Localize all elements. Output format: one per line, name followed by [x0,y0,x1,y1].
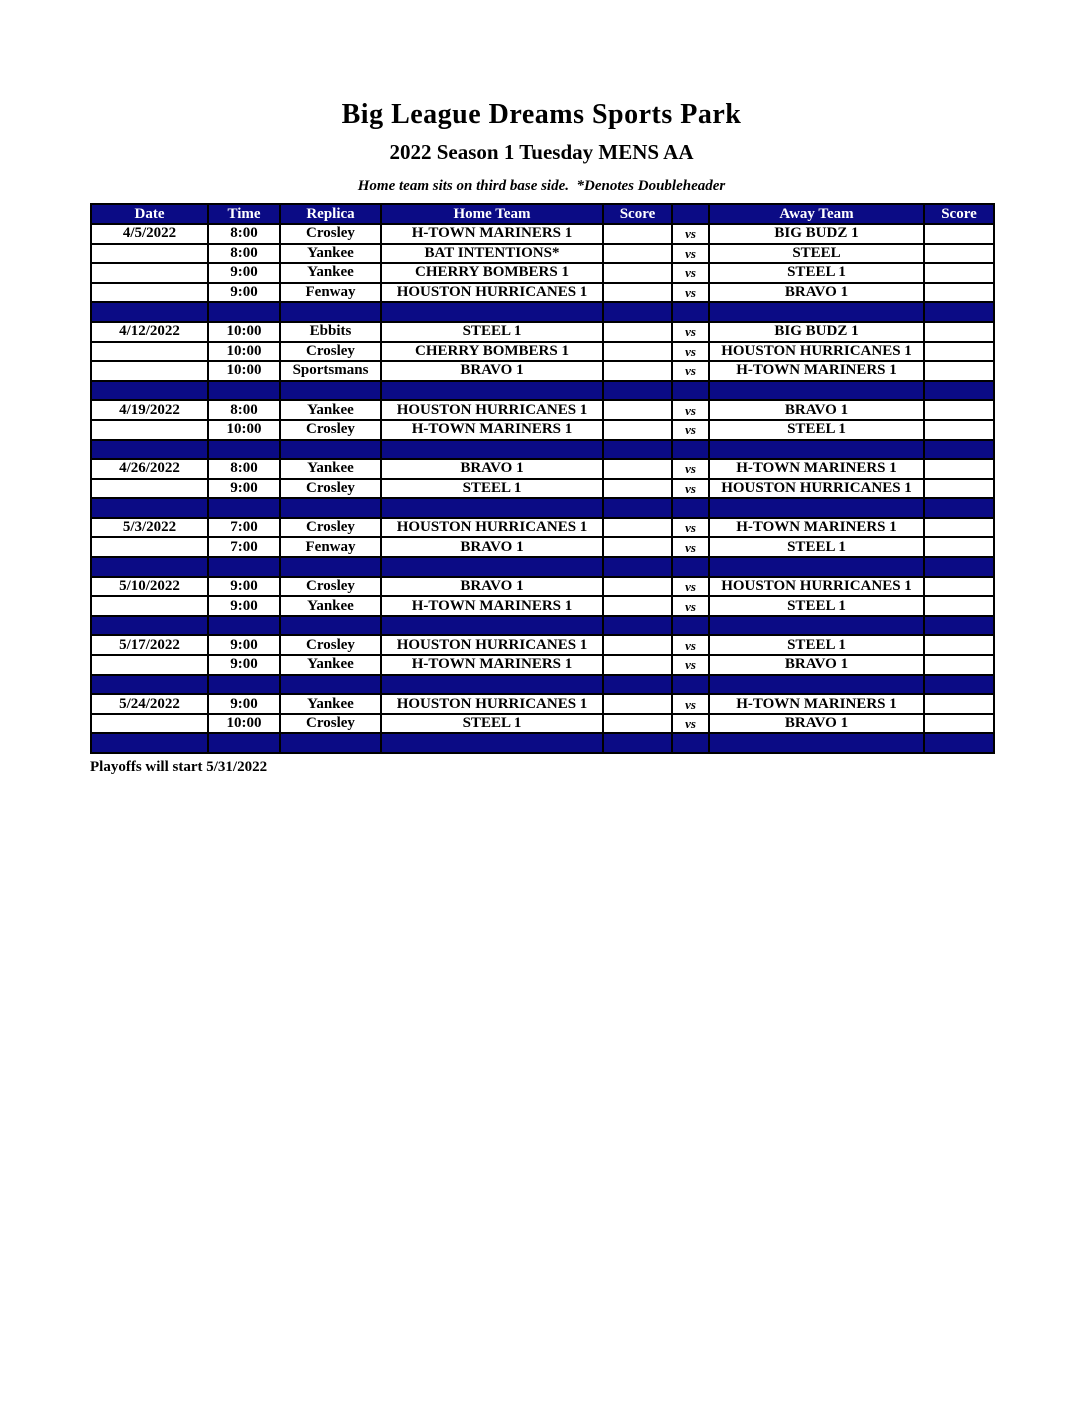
separator-row [91,440,994,460]
schedule-note: Home team sits on third base side. *Denotes Doubleheader [357,178,726,195]
date-cell [91,479,208,499]
game-row [91,244,994,264]
time-cell: 10:00 [208,342,280,362]
date-cell [91,244,208,264]
replica-cell: Crosley [280,577,381,597]
header-cell-away-team: Away Team [709,204,924,224]
vs-cell: vs [672,244,709,264]
home-score-cell [603,263,672,283]
home-team-cell: STEEL 1 [381,322,603,342]
date-cell [91,361,208,381]
home-team-cell: HOUSTON HURRICANES 1 [381,400,603,420]
vs-cell: vs [672,459,709,479]
game-row [91,263,994,283]
separator-row [91,498,994,518]
away-team-cell: HOUSTON HURRICANES 1 [709,342,924,362]
separator-cell [381,498,603,518]
separator-cell [709,557,924,577]
replica-cell: Fenway [280,537,381,557]
date-cell: 5/3/2022 [91,518,208,538]
page-subtitle: 2022 Season 1 Tuesday MENS AA [389,140,694,165]
home-team-cell: H-TOWN MARINERS 1 [381,596,603,616]
separator-cell [91,498,208,518]
away-score-cell [924,635,994,655]
date-cell [91,283,208,303]
home-score-cell [603,714,672,734]
playoffs-note: Playoffs will start 5/31/2022 [90,759,268,776]
time-cell: 8:00 [208,224,280,244]
home-team-cell: H-TOWN MARINERS 1 [381,420,603,440]
home-team-cell: H-TOWN MARINERS 1 [381,224,603,244]
separator-cell [208,381,280,401]
time-cell: 8:00 [208,400,280,420]
date-cell: 5/17/2022 [91,635,208,655]
home-score-cell [603,596,672,616]
home-team-cell: HOUSTON HURRICANES 1 [381,283,603,303]
separator-cell [924,675,994,695]
game-row [91,420,994,440]
home-score-cell [603,400,672,420]
separator-cell [709,616,924,636]
game-row [91,655,994,675]
away-score-cell [924,400,994,420]
replica-cell: Ebbits [280,322,381,342]
game-row [91,224,994,244]
time-cell: 9:00 [208,655,280,675]
away-score-cell [924,283,994,303]
separator-cell [280,557,381,577]
vs-cell: vs [672,518,709,538]
away-score-cell [924,596,994,616]
separator-cell [208,733,280,753]
away-team-cell: BRAVO 1 [709,714,924,734]
separator-cell [924,498,994,518]
separator-cell [709,440,924,460]
separator-cell [924,616,994,636]
game-row [91,577,994,597]
separator-cell [208,675,280,695]
date-cell: 5/24/2022 [91,694,208,714]
replica-cell: Crosley [280,342,381,362]
table-header-row [91,204,994,224]
separator-cell [603,616,672,636]
home-score-cell [603,479,672,499]
date-cell [91,537,208,557]
vs-cell: vs [672,635,709,655]
away-team-cell: H-TOWN MARINERS 1 [709,518,924,538]
schedule-page [90,0,993,776]
separator-cell [208,557,280,577]
vs-cell: vs [672,596,709,616]
separator-cell [603,675,672,695]
date-cell: 5/10/2022 [91,577,208,597]
game-row [91,537,994,557]
time-cell: 10:00 [208,420,280,440]
date-cell [91,342,208,362]
header-cell-home-team: Home Team [381,204,603,224]
separator-cell [672,616,709,636]
away-team-cell: STEEL 1 [709,420,924,440]
separator-cell [381,381,603,401]
game-row [91,322,994,342]
away-score-cell [924,537,994,557]
time-cell: 9:00 [208,283,280,303]
date-cell [91,596,208,616]
separator-cell [91,616,208,636]
date-cell [91,263,208,283]
separator-row [91,557,994,577]
separator-cell [603,557,672,577]
replica-cell: Yankee [280,694,381,714]
vs-cell: vs [672,714,709,734]
time-cell: 9:00 [208,577,280,597]
home-score-cell [603,322,672,342]
separator-cell [709,302,924,322]
vs-cell: vs [672,577,709,597]
separator-cell [924,557,994,577]
game-row [91,694,994,714]
separator-cell [280,381,381,401]
home-score-cell [603,361,672,381]
away-team-cell: BRAVO 1 [709,655,924,675]
replica-cell: Yankee [280,459,381,479]
separator-cell [381,616,603,636]
separator-cell [91,733,208,753]
header-cell-replica: Replica [280,204,381,224]
separator-cell [381,557,603,577]
away-team-cell: BRAVO 1 [709,283,924,303]
replica-cell: Crosley [280,479,381,499]
separator-cell [672,557,709,577]
time-cell: 7:00 [208,518,280,538]
separator-cell [91,381,208,401]
time-cell: 10:00 [208,322,280,342]
vs-cell: vs [672,283,709,303]
schedule-table-body [91,224,994,753]
home-team-cell: H-TOWN MARINERS 1 [381,655,603,675]
date-cell: 4/19/2022 [91,400,208,420]
home-score-cell [603,224,672,244]
separator-cell [672,498,709,518]
date-cell [91,655,208,675]
away-team-cell: STEEL 1 [709,263,924,283]
away-score-cell [924,655,994,675]
home-score-cell [603,342,672,362]
replica-cell: Yankee [280,655,381,675]
replica-cell: Crosley [280,714,381,734]
schedule-table [90,203,995,754]
separator-cell [280,675,381,695]
away-score-cell [924,459,994,479]
away-team-cell: STEEL [709,244,924,264]
home-score-cell [603,459,672,479]
replica-cell: Crosley [280,224,381,244]
separator-cell [381,302,603,322]
separator-cell [91,302,208,322]
home-team-cell: STEEL 1 [381,714,603,734]
game-row [91,635,994,655]
separator-cell [603,733,672,753]
separator-row [91,733,994,753]
vs-cell: vs [672,263,709,283]
game-row [91,361,994,381]
separator-cell [603,498,672,518]
separator-row [91,675,994,695]
home-team-cell: HOUSTON HURRICANES 1 [381,694,603,714]
game-row [91,400,994,420]
separator-cell [208,616,280,636]
separator-cell [280,498,381,518]
away-team-cell: STEEL 1 [709,635,924,655]
away-score-cell [924,518,994,538]
separator-cell [709,498,924,518]
replica-cell: Yankee [280,400,381,420]
away-team-cell: BIG BUDZ 1 [709,224,924,244]
away-team-cell: HOUSTON HURRICANES 1 [709,479,924,499]
away-score-cell [924,322,994,342]
separator-cell [280,440,381,460]
vs-cell: vs [672,420,709,440]
game-row [91,518,994,538]
vs-cell: vs [672,655,709,675]
replica-cell: Crosley [280,518,381,538]
away-score-cell [924,694,994,714]
vs-cell: vs [672,537,709,557]
date-cell: 4/26/2022 [91,459,208,479]
separator-cell [672,381,709,401]
away-score-cell [924,479,994,499]
away-team-cell: STEEL 1 [709,537,924,557]
separator-cell [381,733,603,753]
home-team-cell: CHERRY BOMBERS 1 [381,263,603,283]
time-cell: 7:00 [208,537,280,557]
separator-cell [672,733,709,753]
away-score-cell [924,420,994,440]
home-team-cell: HOUSTON HURRICANES 1 [381,635,603,655]
home-team-cell: BRAVO 1 [381,577,603,597]
home-team-cell: BRAVO 1 [381,361,603,381]
home-team-cell: BAT INTENTIONS* [381,244,603,264]
home-team-cell: STEEL 1 [381,479,603,499]
replica-cell: Yankee [280,596,381,616]
away-score-cell [924,361,994,381]
time-cell: 9:00 [208,263,280,283]
home-team-cell: CHERRY BOMBERS 1 [381,342,603,362]
separator-cell [280,302,381,322]
home-team-cell: BRAVO 1 [381,459,603,479]
separator-cell [91,557,208,577]
header-cell-date: Date [91,204,208,224]
separator-cell [672,440,709,460]
home-team-cell: HOUSTON HURRICANES 1 [381,518,603,538]
vs-cell: vs [672,479,709,499]
time-cell: 9:00 [208,596,280,616]
away-score-cell [924,342,994,362]
away-team-cell: H-TOWN MARINERS 1 [709,694,924,714]
header-cell-time: Time [208,204,280,224]
separator-cell [924,440,994,460]
game-row [91,342,994,362]
home-score-cell [603,537,672,557]
page-title: Big League Dreams Sports Park [341,99,742,130]
replica-cell: Crosley [280,635,381,655]
separator-cell [924,302,994,322]
separator-cell [381,675,603,695]
date-cell [91,714,208,734]
vs-cell: vs [672,322,709,342]
separator-cell [208,302,280,322]
time-cell: 10:00 [208,361,280,381]
time-cell: 9:00 [208,635,280,655]
separator-cell [280,733,381,753]
away-score-cell [924,244,994,264]
replica-cell: Fenway [280,283,381,303]
separator-cell [603,440,672,460]
home-score-cell [603,283,672,303]
time-cell: 8:00 [208,244,280,264]
separator-cell [280,616,381,636]
replica-cell: Crosley [280,420,381,440]
separator-cell [91,440,208,460]
home-score-cell [603,420,672,440]
vs-cell: vs [672,400,709,420]
replica-cell: Sportsmans [280,361,381,381]
separator-cell [603,302,672,322]
separator-row [91,616,994,636]
separator-cell [709,381,924,401]
replica-cell: Yankee [280,263,381,283]
away-score-cell [924,263,994,283]
vs-cell: vs [672,361,709,381]
away-team-cell: BRAVO 1 [709,400,924,420]
separator-cell [924,733,994,753]
away-team-cell: H-TOWN MARINERS 1 [709,459,924,479]
away-team-cell: BIG BUDZ 1 [709,322,924,342]
away-score-cell [924,224,994,244]
time-cell: 10:00 [208,714,280,734]
home-score-cell [603,655,672,675]
away-team-cell: STEEL 1 [709,596,924,616]
home-score-cell [603,518,672,538]
away-score-cell [924,577,994,597]
game-row [91,459,994,479]
separator-cell [709,675,924,695]
time-cell: 9:00 [208,479,280,499]
vs-cell: vs [672,224,709,244]
separator-row [91,302,994,322]
home-team-cell: BRAVO 1 [381,537,603,557]
home-score-cell [603,244,672,264]
away-team-cell: H-TOWN MARINERS 1 [709,361,924,381]
game-row [91,283,994,303]
time-cell: 8:00 [208,459,280,479]
separator-cell [603,381,672,401]
header-cell-home-score: Score [603,204,672,224]
separator-cell [672,302,709,322]
separator-cell [208,440,280,460]
header-cell-away-score: Score [924,204,994,224]
vs-cell: vs [672,694,709,714]
separator-cell [91,675,208,695]
game-row [91,479,994,499]
game-row [91,714,994,734]
date-cell: 4/12/2022 [91,322,208,342]
vs-cell: vs [672,342,709,362]
replica-cell: Yankee [280,244,381,264]
date-cell [91,420,208,440]
home-score-cell [603,577,672,597]
separator-cell [924,381,994,401]
time-cell: 9:00 [208,694,280,714]
separator-cell [672,675,709,695]
game-row [91,596,994,616]
home-score-cell [603,694,672,714]
date-cell: 4/5/2022 [91,224,208,244]
header-cell-vs [672,204,709,224]
separator-cell [709,733,924,753]
away-score-cell [924,714,994,734]
separator-cell [381,440,603,460]
home-score-cell [603,635,672,655]
away-team-cell: HOUSTON HURRICANES 1 [709,577,924,597]
separator-row [91,381,994,401]
separator-cell [208,498,280,518]
